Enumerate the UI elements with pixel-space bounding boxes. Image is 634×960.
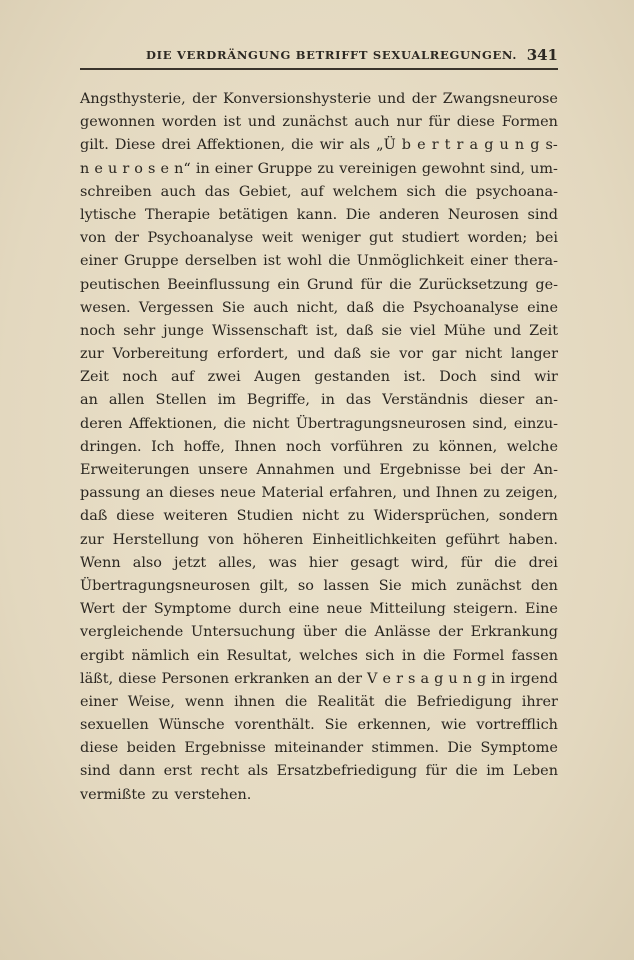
text-line: Wert der Symptome durch eine neue Mitteilung steigern. Eine xyxy=(80,601,558,618)
text-line: Angsthysterie, der Konversionshysterie und der Zwangsneurose xyxy=(80,91,558,107)
text-line: vermißte zu verstehen. xyxy=(80,786,252,803)
text-line: zur Vorbereitung erfordert, und daß sie vor gar nicht langer xyxy=(80,346,558,363)
header-rule xyxy=(80,68,558,70)
text-line: deren Affektionen, die nicht Übertragungsneurosen sind, einzu- xyxy=(80,415,558,432)
text-line: passung an dieses neue Material erfahren, und Ihnen zu zeigen, xyxy=(80,485,558,502)
text-line: n e u r o s e n“ in einer Gruppe zu vereinigen gewohnt sind, um- xyxy=(80,160,558,177)
text-line: sind dann erst recht als Ersatzbefriedigung für die im Leben xyxy=(80,763,558,780)
text-line: daß diese weiteren Studien nicht zu Widersprüchen, sondern xyxy=(80,508,558,525)
text-line: wesen. Vergessen Sie auch nicht, daß die Psychoanalyse eine xyxy=(80,299,558,316)
text-line: Zeit noch auf zwei Augen gestanden ist. Doch sind wir xyxy=(80,369,558,386)
text-line: läßt, diese Personen erkranken an der V e r s a g u n g in irgend xyxy=(80,670,558,687)
text-line: schreiben auch das Gebiet, auf welchem sich die psychoana- xyxy=(80,183,558,200)
text-line: Wenn also jetzt alles, was hier gesagt wird, für die drei xyxy=(80,554,558,571)
text-line: zur Herstellung von höheren Einheitlichkeiten geführt haben. xyxy=(80,531,558,548)
text-line: vergleichende Untersuchung über die Anlässe der Erkrankung xyxy=(80,624,558,641)
text-line: Erweiterungen unsere Annahmen und Ergebnisse bei der An- xyxy=(80,462,558,478)
text-line: sexuellen Wünsche vorenthält. Sie erkennen, wie vortrefflich xyxy=(80,717,558,734)
text-line: ergibt nämlich ein Resultat, welches sich in die Formel fassen xyxy=(80,647,558,664)
page-number: 341 xyxy=(526,46,558,64)
text-line: diese beiden Ergebnisse miteinander stimmen. Die Symptome xyxy=(80,740,558,757)
text-line: von der Psychoanalyse weit weniger gut studiert worden; bei xyxy=(80,230,558,247)
running-title: DIE VERDRÄNGUNG BETRIFFT SEXUALREGUNGEN. xyxy=(146,48,518,62)
text-line: Übertragungsneurosen gilt, so lassen Sie mich zunächst den xyxy=(80,577,558,594)
body-text xyxy=(80,88,558,807)
text-line: einer Weise, wenn ihnen die Realität die Befriedigung ihrer xyxy=(80,693,558,710)
text-line: peutischen Beeinflussung ein Grund für die Zurücksetzung ge- xyxy=(80,276,558,293)
text-line: gilt. Diese drei Affektionen, die wir als „Ü b e r t r a g u n g s- xyxy=(80,137,558,154)
text-line: gewonnen worden ist und zunächst auch nur für diese Formen xyxy=(80,114,558,131)
text-line: noch sehr junge Wissenschaft ist, daß sie viel Mühe und Zeit xyxy=(80,322,558,339)
text-line: einer Gruppe derselben ist wohl die Unmöglichkeit einer thera- xyxy=(80,253,558,270)
text-line: an allen Stellen im Begriffe, in das Verständnis dieser an- xyxy=(80,392,558,409)
page-header xyxy=(80,44,558,70)
text-line: lytische Therapie betätigen kann. Die anderen Neurosen sind xyxy=(80,206,558,223)
text-line: dringen. Ich hoffe, Ihnen noch vorführen zu können, welche xyxy=(80,438,558,455)
